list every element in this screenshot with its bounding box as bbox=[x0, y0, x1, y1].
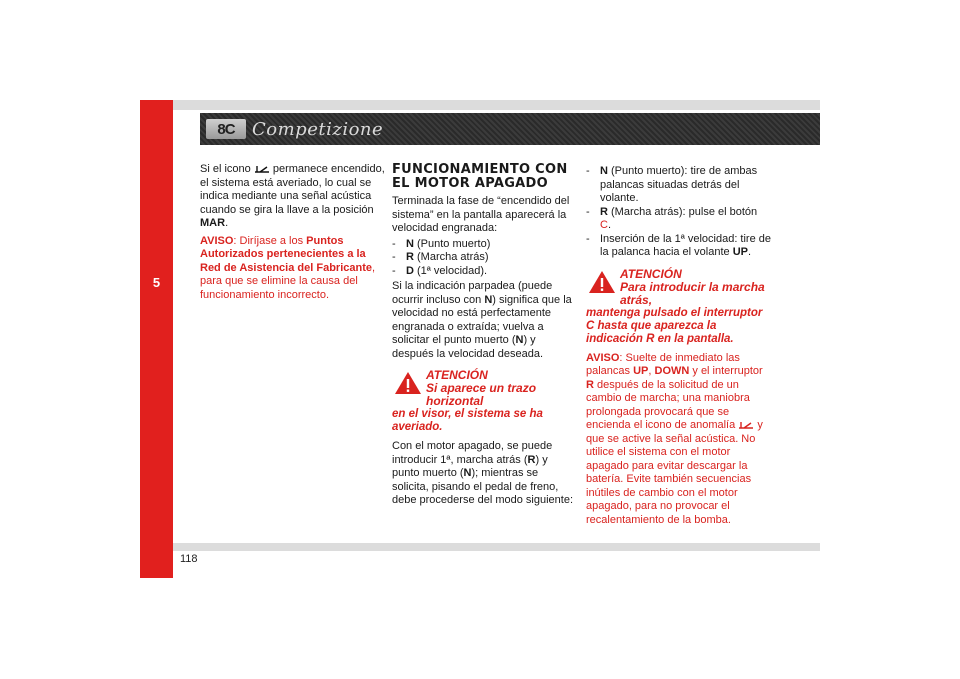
warning-line: Si aparece un trazo horizontal bbox=[426, 381, 537, 408]
list-item: - R (Marcha atrás): pulse el botón C. bbox=[586, 205, 758, 231]
brand-script: Competizione bbox=[252, 118, 384, 140]
warning-title: ATENCIÓN bbox=[426, 368, 488, 382]
warning-triangle-icon bbox=[394, 371, 422, 395]
warning-line: Para introducir la marcha atrás, bbox=[620, 279, 765, 307]
list-item: - R (Marcha atrás) bbox=[392, 251, 489, 263]
warning-box bbox=[586, 268, 771, 346]
procedure-list bbox=[586, 165, 771, 260]
list-item: - N (Punto muerto) bbox=[392, 237, 491, 250]
intro-paragraph: Terminada la fase de “encendido del sistema” en la pantalla aparecerá la velocidad engranada: bbox=[392, 195, 570, 234]
list-item: - Inserción de la 1ª velocidad: tire de la palanca hacia el volante UP. bbox=[586, 232, 772, 258]
page-number: 118 bbox=[180, 553, 198, 565]
blink-paragraph: Si la indicación parpadea (puede ocurrir incluso con N) significa que la velocidad no está perfectamente engranada o extraída; vuelva a solicitar el punto muerto (N) y después la velocidad deseada. bbox=[392, 280, 572, 360]
warning-box bbox=[392, 369, 577, 434]
bottom-rule bbox=[173, 543, 820, 551]
chapter-tab bbox=[140, 100, 173, 578]
aviso-paragraph: AVISO: Suelte de inmediato las palancas UP, DOWN y el interruptor R después de la solicitud de un cambio de marcha; una maniobra prolongada provocará que se encienda el icono de anomalía y que se active la señal acústica. No utilice el sistema con el motor apagado para evitar descargar la batería. Evite también secuencias inútiles de cambio con el motor apagado, para no provocar el recalentamiento de la bomba. bbox=[586, 351, 763, 526]
gearbox-fault-icon bbox=[254, 164, 270, 173]
column-right bbox=[586, 163, 771, 527]
aviso-paragraph: AVISO: Diríjase a los Puntos Autorizados pertenecientes a la Red de Asistencia del Fabricante, para que se elimine la causa del funcionamiento incorrecto. bbox=[200, 234, 376, 301]
warning-text: mantenga pulsado el interruptor C hasta que aparezca la indicación R en la pantalla. bbox=[586, 306, 763, 345]
list-item: - N (Punto muerto): tire de ambas palancas situadas detrás del volante. bbox=[586, 165, 758, 204]
header-banner bbox=[200, 113, 820, 145]
engine-off-paragraph: Con el motor apagado, se puede introducir 1ª, marcha atrás (R) y punto muerto (N); mientras se solicita, pisando el pedal de freno, debe procederse del modo siguiente: bbox=[392, 440, 574, 506]
chapter-number: 5 bbox=[152, 275, 161, 290]
top-rule bbox=[173, 100, 820, 110]
warning-line: en el visor, el sistema se ha averiado. bbox=[392, 408, 543, 433]
column-left bbox=[200, 163, 385, 302]
warning-title: ATENCIÓN bbox=[620, 266, 682, 281]
section-heading: FUNCIONAMIENTO CON EL MOTOR APAGADO bbox=[392, 162, 568, 191]
list-item: - D (1ª velocidad). bbox=[392, 264, 488, 277]
column-middle bbox=[392, 163, 577, 508]
model-badge: 8C bbox=[206, 119, 246, 139]
gear-list bbox=[392, 238, 577, 279]
fault-paragraph: Si el icono permanece encendido, el sistema está averiado, lo cual se indica mediante una señal acústica cuando se gira la llave a la posición MAR. bbox=[200, 163, 385, 229]
warning-triangle-icon bbox=[588, 270, 616, 294]
brand-logo bbox=[206, 117, 386, 141]
gearbox-fault-icon bbox=[738, 420, 754, 429]
